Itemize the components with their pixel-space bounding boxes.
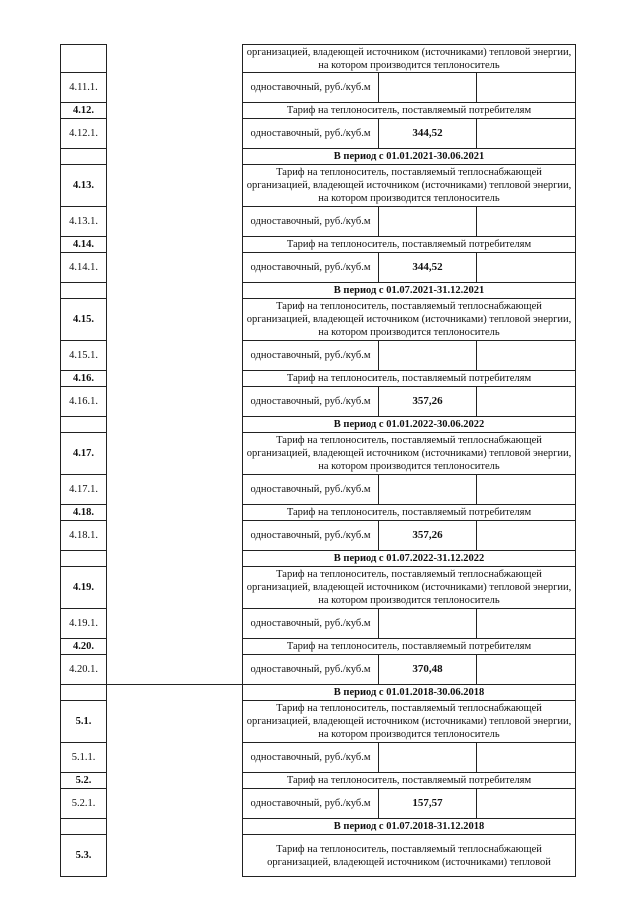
row-number: 5.2.: [60, 772, 107, 789]
row-number: 4.15.1.: [60, 340, 107, 371]
row-number: 4.18.1.: [60, 520, 107, 551]
tariff-value-empty: [476, 654, 576, 685]
row-number: [60, 684, 107, 701]
row-number: [60, 818, 107, 835]
row-number: 4.12.1.: [60, 118, 107, 149]
tariff-value: [378, 340, 477, 371]
row-number: 4.19.: [60, 566, 107, 609]
tariff-value-empty: [476, 252, 576, 283]
period-header: В период с 01.01.2021-30.06.2021: [242, 148, 576, 165]
rate-unit-label: одноставочный, руб./куб.м: [242, 520, 379, 551]
row-number: 4.14.1.: [60, 252, 107, 283]
rate-unit-label: одноставочный, руб./куб.м: [242, 118, 379, 149]
tariff-value: 370,48: [378, 654, 477, 685]
tariff-value: 344,52: [378, 118, 477, 149]
row-number: [60, 416, 107, 433]
rate-unit-label: одноставочный, руб./куб.м: [242, 252, 379, 283]
period-header: В период с 01.07.2018-31.12.2018: [242, 818, 576, 835]
tariff-description: Тариф на теплоноситель, поставляемый теплоснабжающей организацией, владеющей источником (источниками) тепловой: [242, 834, 576, 877]
row-number: 4.11.1.: [60, 72, 107, 103]
tariff-value: [378, 742, 477, 773]
row-number: 4.19.1.: [60, 608, 107, 639]
period-header: В период с 01.01.2018-30.06.2018: [242, 684, 576, 701]
tariff-value: 357,26: [378, 386, 477, 417]
tariff-value-empty: [476, 206, 576, 237]
tariff-title: Тариф на теплоноситель, поставляемый потребителям: [242, 772, 576, 789]
rate-unit-label: одноставочный, руб./куб.м: [242, 608, 379, 639]
tariff-value: [378, 206, 477, 237]
tariff-value: 157,57: [378, 788, 477, 819]
tariff-value-empty: [476, 118, 576, 149]
tariff-value: 357,26: [378, 520, 477, 551]
row-number: 4.16.: [60, 370, 107, 387]
row-number: 4.17.: [60, 432, 107, 475]
period-header: В период с 01.07.2021-31.12.2021: [242, 282, 576, 299]
rate-unit-label: одноставочный, руб./куб.м: [242, 206, 379, 237]
row-number: 4.15.: [60, 298, 107, 341]
tariff-description: Тариф на теплоноситель, поставляемый теплоснабжающей организацией, владеющей источником (источниками) тепловой энергии, на котором производится теплоноситель: [242, 566, 576, 609]
rate-unit-label: одноставочный, руб./куб.м: [242, 742, 379, 773]
tariff-value-empty: [476, 386, 576, 417]
row-number: [60, 550, 107, 567]
tariff-title: Тариф на теплоноситель, поставляемый потребителям: [242, 504, 576, 521]
rate-unit-label: одноставочный, руб./куб.м: [242, 386, 379, 417]
row-number: [60, 282, 107, 299]
tariff-value-empty: [476, 608, 576, 639]
row-number: 4.14.: [60, 236, 107, 253]
tariff-value-empty: [476, 788, 576, 819]
tariff-value-empty: [476, 474, 576, 505]
rate-unit-label: одноставочный, руб./куб.м: [242, 340, 379, 371]
row-number: 4.18.: [60, 504, 107, 521]
tariff-description: Тариф на теплоноситель, поставляемый теплоснабжающей организацией, владеющей источником (источниками) тепловой энергии, на котором производится теплоноситель: [242, 700, 576, 743]
row-number: 5.1.1.: [60, 742, 107, 773]
row-number: [60, 148, 107, 165]
row-number: [60, 44, 107, 73]
section-divider: [106, 684, 242, 685]
rate-unit-label: одноставочный, руб./куб.м: [242, 474, 379, 505]
tariff-title: Тариф на теплоноситель, поставляемый потребителям: [242, 236, 576, 253]
rate-unit-label: одноставочный, руб./куб.м: [242, 788, 379, 819]
tariff-description: организацией, владеющей источником (источниками) тепловой энергии, на котором производится теплоноситель: [242, 44, 576, 73]
row-number: 5.2.1.: [60, 788, 107, 819]
rate-unit-label: одноставочный, руб./куб.м: [242, 654, 379, 685]
tariff-value: [378, 72, 477, 103]
tariff-title: Тариф на теплоноситель, поставляемый потребителям: [242, 370, 576, 387]
tariff-value-empty: [476, 520, 576, 551]
tariff-value: [378, 608, 477, 639]
row-number: 4.17.1.: [60, 474, 107, 505]
row-number: 4.20.: [60, 638, 107, 655]
row-number: 4.13.1.: [60, 206, 107, 237]
tariff-value-empty: [476, 72, 576, 103]
row-number: 5.1.: [60, 700, 107, 743]
period-header: В период с 01.07.2022-31.12.2022: [242, 550, 576, 567]
row-number: 5.3.: [60, 834, 107, 877]
rate-unit-label: одноставочный, руб./куб.м: [242, 72, 379, 103]
row-number: 4.12.: [60, 102, 107, 119]
tariff-description: Тариф на теплоноситель, поставляемый теплоснабжающей организацией, владеющей источником (источниками) тепловой энергии, на котором производится теплоноситель: [242, 432, 576, 475]
tariff-value-empty: [476, 742, 576, 773]
period-header: В период с 01.01.2022-30.06.2022: [242, 416, 576, 433]
tariff-description: Тариф на теплоноситель, поставляемый теплоснабжающей организацией, владеющей источником (источниками) тепловой энергии, на котором производится теплоноситель: [242, 298, 576, 341]
tariff-description: Тариф на теплоноситель, поставляемый теплоснабжающей организацией, владеющей источником (источниками) тепловой энергии, на котором производится теплоноситель: [242, 164, 576, 207]
tariff-value: 344,52: [378, 252, 477, 283]
row-number: 4.20.1.: [60, 654, 107, 685]
tariff-title: Тариф на теплоноситель, поставляемый потребителям: [242, 638, 576, 655]
row-number: 4.13.: [60, 164, 107, 207]
tariff-title: Тариф на теплоноситель, поставляемый потребителям: [242, 102, 576, 119]
tariff-value: [378, 474, 477, 505]
tariff-value-empty: [476, 340, 576, 371]
row-number: 4.16.1.: [60, 386, 107, 417]
